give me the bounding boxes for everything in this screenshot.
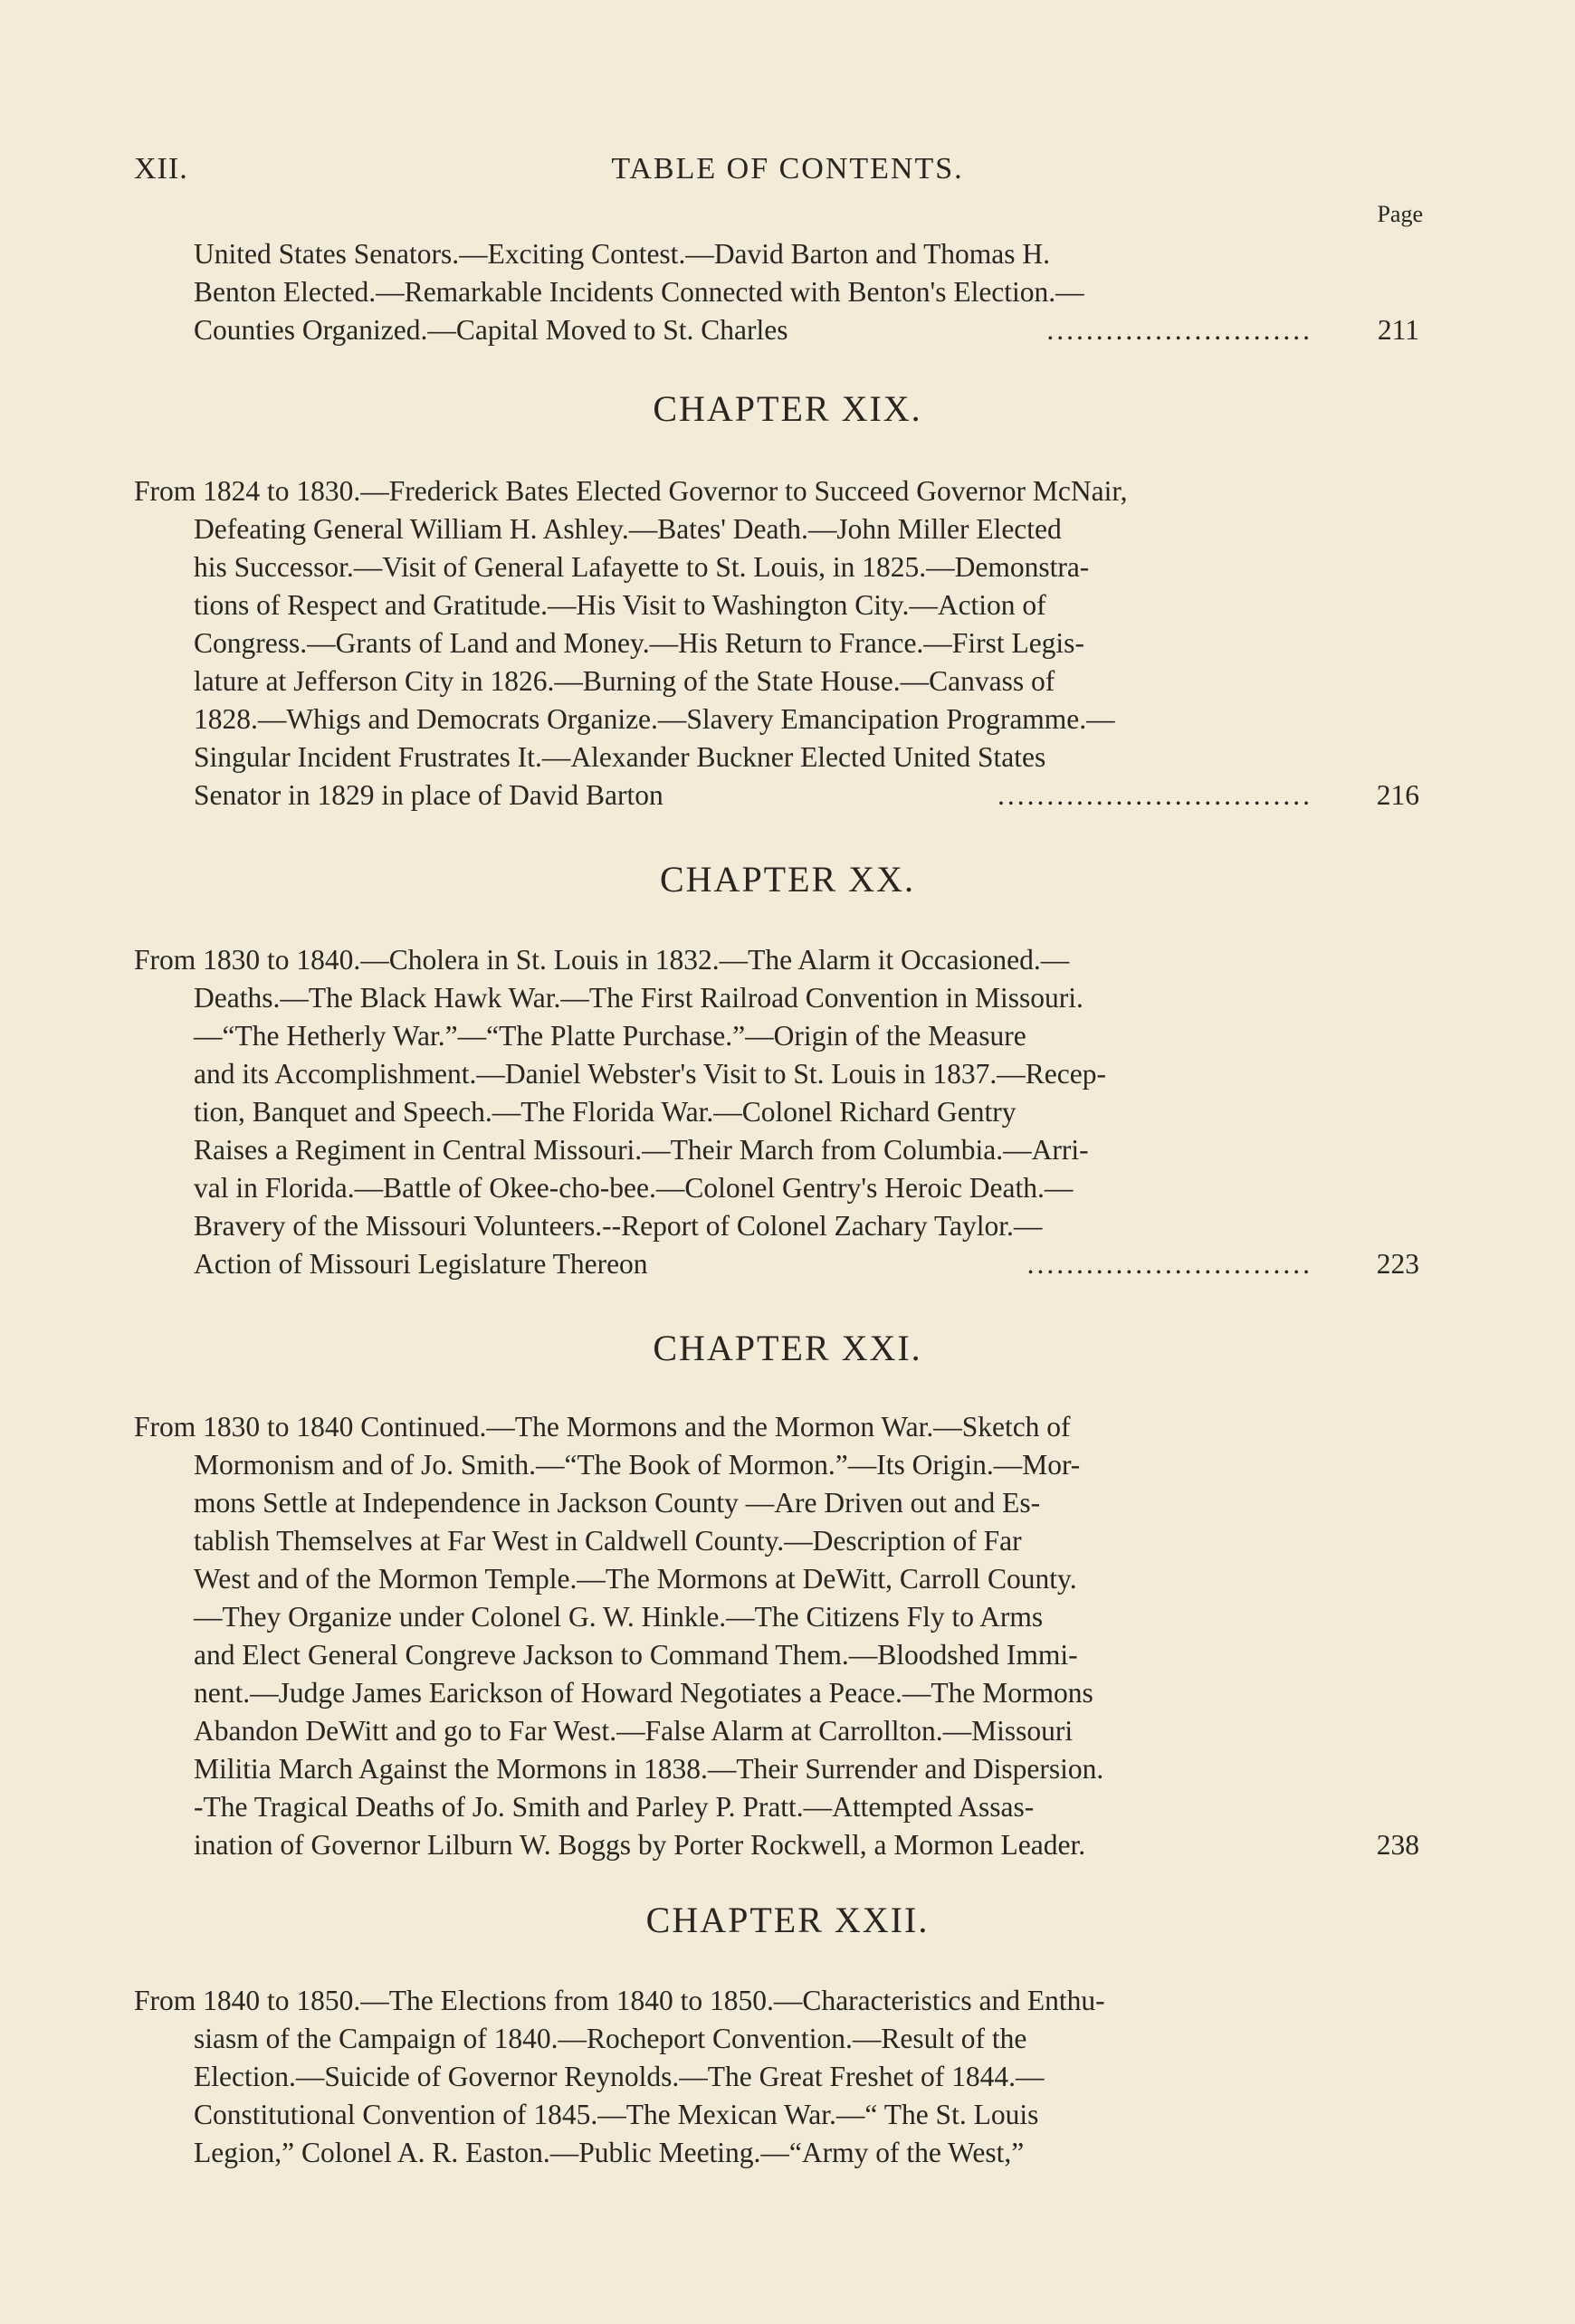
chapter-heading: CHAPTER XX. (659, 859, 916, 900)
running-title: TABLE OF CONTENTS. (611, 152, 964, 186)
leader-dots: ............................. (1026, 1248, 1312, 1280)
chapter-heading: CHAPTER XXI. (653, 1328, 922, 1368)
entry-line: -The Tragical Deaths of Jo. Smith and Parley P. Pratt.—Attempted Assas- (194, 1791, 1035, 1823)
entry-line: tion, Banquet and Speech.—The Florida War.—Colonel Richard Gentry (194, 1096, 1017, 1128)
leader-dots: ................................ (998, 779, 1312, 811)
entry-line: lature at Jefferson City in 1826.—Burning of the State House.—Canvass of (194, 665, 1055, 697)
entry-line: and its Accomplishment.—Daniel Webster's Visit to St. Louis in 1837.—Recep- (194, 1058, 1106, 1090)
entry-line: Senator in 1829 in place of David Barton ................................ 216 (134, 776, 1419, 814)
chapter-heading: CHAPTER XXII. (645, 1900, 930, 1940)
entry-line: 1828.—Whigs and Democrats Organize.—Slavery Emancipation Programme.— (194, 703, 1115, 735)
entry-line: Singular Incident Frustrates It.—Alexander Buckner Elected United States (194, 741, 1046, 773)
entry-line: Deaths.—The Black Hawk War.—The First Railroad Convention in Missouri. (194, 982, 1083, 1014)
entry-line: United States Senators.—Exciting Contest.—David Barton and Thomas H. (194, 238, 1051, 270)
toc-entry-chapter-xx (134, 941, 1419, 1283)
entry-line: his Successor.—Visit of General Lafayette to St. Louis, in 1825.—Demonstra- (194, 551, 1090, 583)
page-folio: XII. (134, 152, 188, 186)
chapter-heading: CHAPTER XIX. (653, 388, 922, 429)
entry-line: From 1830 to 1840.—Cholera in St. Louis in 1832.—The Alarm it Occasioned.— (134, 944, 1070, 976)
entry-line: Legion,” Colonel A. R. Easton.—Public Meeting.—“Army of the West,” (194, 2137, 1025, 2168)
page-column-label: Page (1377, 201, 1423, 227)
toc-entry-chapter-xix (134, 472, 1419, 814)
entry-line: —“The Hetherly War.”—“The Platte Purchase.”—Origin of the Measure (194, 1020, 1026, 1052)
entry-line: Abandon DeWitt and go to Far West.—False Alarm at Carrollton.—Missouri (194, 1715, 1074, 1747)
entry-line: Constitutional Convention of 1845.—The Mexican War.—“ The St. Louis (194, 2099, 1039, 2130)
entry-line: From 1830 to 1840 Continued.—The Mormons and the Mormon War.—Sketch of (134, 1411, 1071, 1443)
entry-line: Counties Organized.—Capital Moved to St. Charles ........................... 211 (134, 311, 1419, 349)
toc-entry-chapter-xxii (134, 1982, 1419, 2172)
entry-line: val in Florida.—Battle of Okee-cho-bee.—Colonel Gentry's Heroic Death.— (194, 1172, 1074, 1204)
entry-line: and Elect General Congreve Jackson to Command Them.—Bloodshed Immi- (194, 1639, 1078, 1671)
entry-line: From 1824 to 1830.—Frederick Bates Elected Governor to Succeed Governor McNair, (134, 475, 1128, 507)
page-number: 211 (1377, 314, 1419, 346)
entry-line: Militia March Against the Mormons in 1838.—Their Surrender and Dispersion. (194, 1753, 1104, 1785)
entry-line: siasm of the Campaign of 1840.—Rocheport Convention.—Result of the (194, 2023, 1027, 2054)
toc-entry-continued (134, 235, 1419, 349)
entry-line: Raises a Regiment in Central Missouri.—Their March from Columbia.—Arri- (194, 1134, 1089, 1166)
entry-line: Election.—Suicide of Governor Reynolds.—The Great Freshet of 1844.— (194, 2061, 1045, 2092)
entry-line: tablish Themselves at Far West in Caldwell County.—Description of Far (194, 1525, 1022, 1557)
page-number: 223 (1376, 1248, 1419, 1280)
leader-dots: ........................... (1046, 314, 1312, 346)
entry-line: Action of Missouri Legislature Thereon ............................. 223 (134, 1245, 1419, 1283)
entry-line: —They Organize under Colonel G. W. Hinkle.—The Citizens Fly to Arms (194, 1601, 1044, 1633)
toc-entry-chapter-xxi (134, 1408, 1419, 1864)
entry-line: From 1840 to 1850.—The Elections from 1840 to 1850.—Characteristics and Enthu- (134, 1985, 1105, 2016)
entry-line: Bravery of the Missouri Volunteers.--Report of Colonel Zachary Taylor.— (194, 1210, 1043, 1242)
entry-line: Congress.—Grants of Land and Money.—His Return to France.—First Legis- (194, 627, 1084, 659)
entry-line: West and of the Mormon Temple.—The Mormons at DeWitt, Carroll County. (194, 1563, 1077, 1595)
entry-line: Mormonism and of Jo. Smith.—“The Book of Mormon.”—Its Origin.—Mor- (194, 1449, 1081, 1481)
entry-line: nent.—Judge James Earickson of Howard Negotiates a Peace.—The Mormons (194, 1677, 1093, 1709)
page-number: 238 (1376, 1829, 1419, 1861)
entry-line: mons Settle at Independence in Jackson County —Are Driven out and Es- (194, 1487, 1041, 1519)
entry-line: Defeating General William H. Ashley.—Bates' Death.—John Miller Elected (194, 513, 1062, 545)
entry-line: Benton Elected.—Remarkable Incidents Connected with Benton's Election.— (194, 276, 1084, 308)
entry-line: ination of Governor Lilburn W. Boggs by Porter Rockwell, a Mormon Leader. 238 (134, 1826, 1419, 1864)
page-number: 216 (1376, 779, 1419, 811)
entry-line: tions of Respect and Gratitude.—His Visit to Washington City.—Action of (194, 589, 1046, 621)
